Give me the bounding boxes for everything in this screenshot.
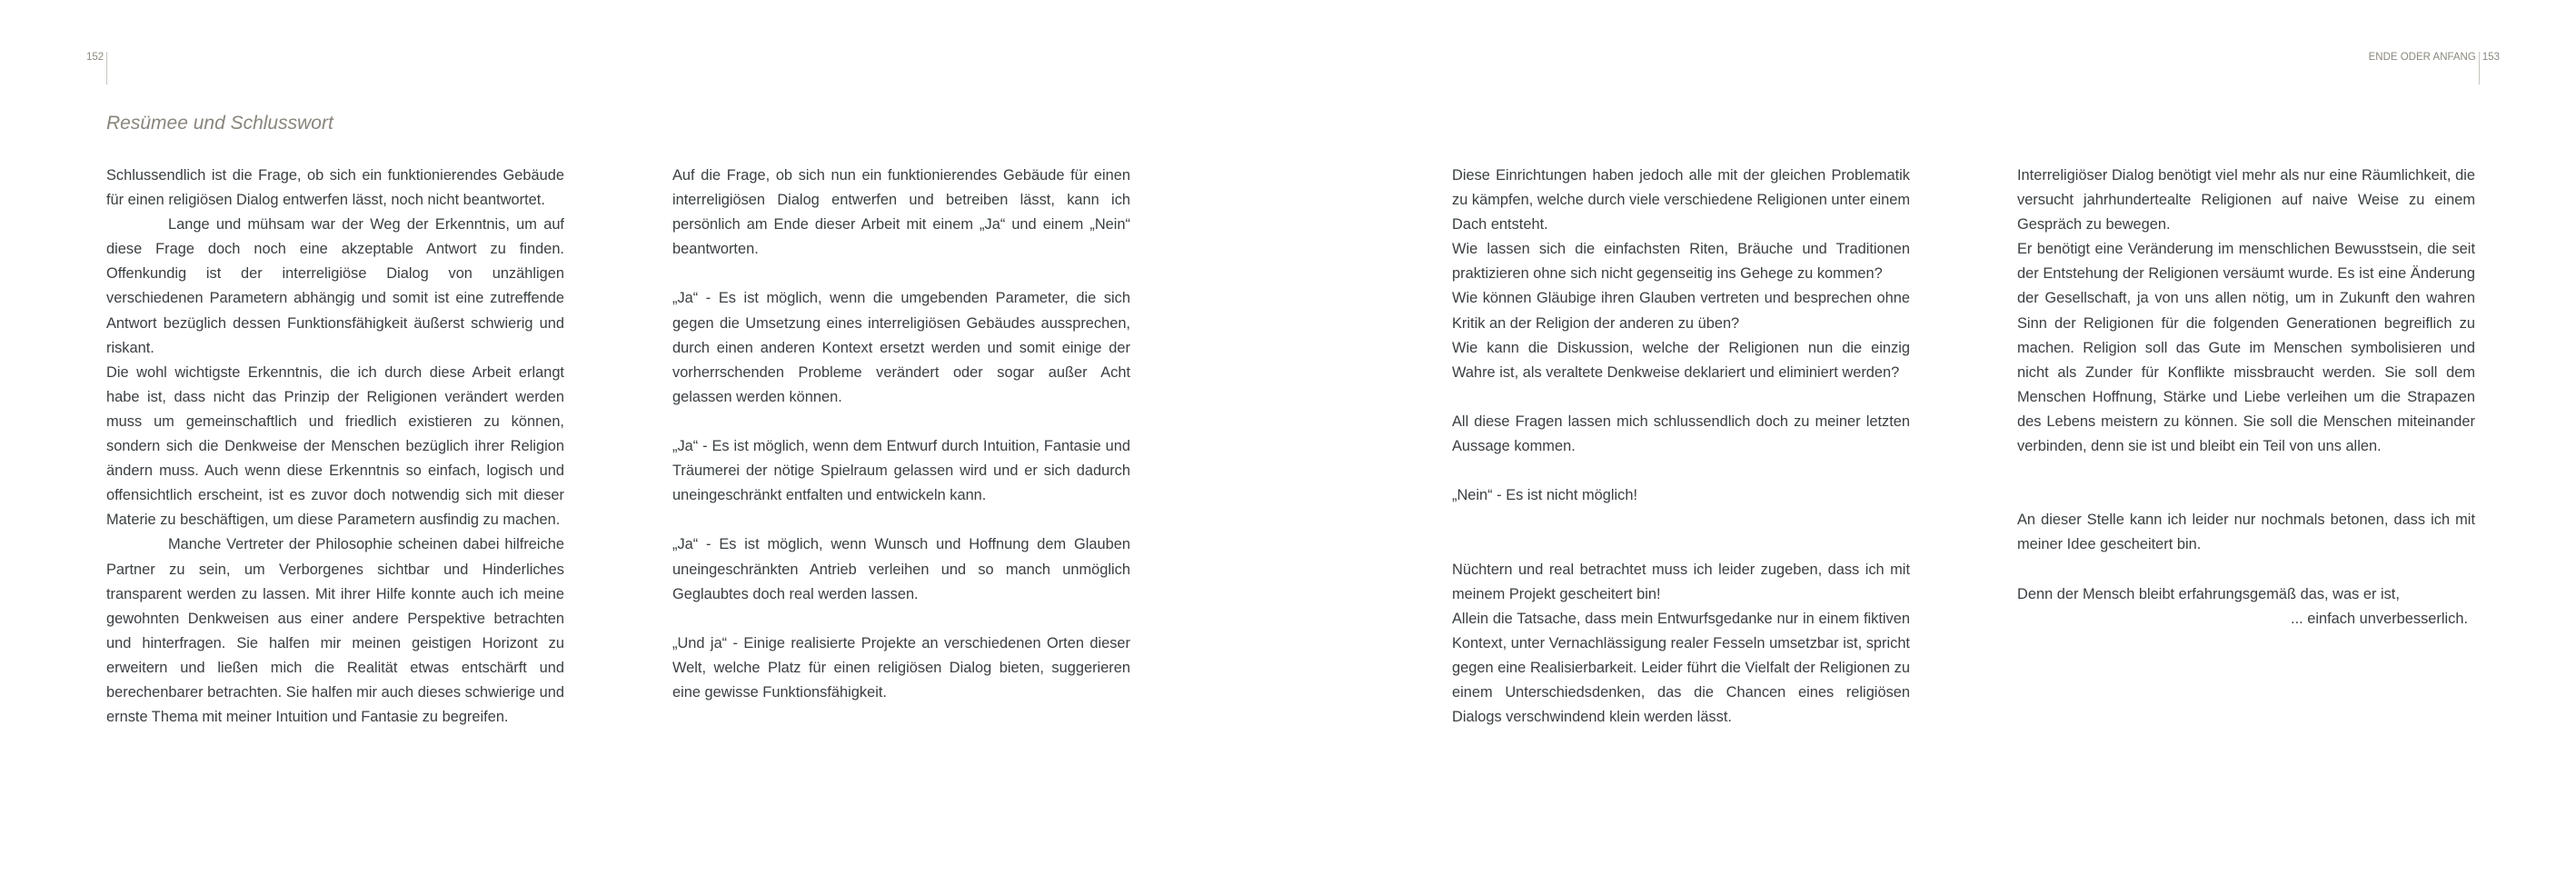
paragraph: All diese Fragen lassen mich schlussendlich doch zu meiner letzten Aussage kommen. — [1452, 413, 1910, 455]
closing-line: ... einfach unverbesserlich. — [2291, 610, 2468, 627]
folio-rule-left — [106, 52, 107, 85]
paragraph-gap — [2017, 459, 2475, 483]
paragraph: Lange und mühsam war der Weg der Erkenntnis, um auf diese Frage doch noch eine akzeptable Antwort zu finden. Offenkundig ist der interreligiöse Dialog von unzähligen verschiedenen Parametern abhängig und somit ist eine zutreffende Antwort bezüglich dessen Funktionsfähigkeit äußerst schwierig und riskant. — [106, 216, 564, 356]
paragraph: Er benötigt eine Veränderung im menschlichen Bewusstsein, die seit der Entstehung der Religionen versäumt wurde. Es ist eine Änderung der Gesellschaft, ja von uns allen nötig, um in Zukunft den wahren Sinn der Religionen für die folgenden Generationen begreiflich zu machen. Religion soll das Gute im Menschen symbolisieren und nicht als Zunder für Konflikte missbraucht werden. Sie soll dem Menschen Hoffnung, Stärke und Liebe verleihen um die Strapazen des Lebens meistern zu können. Sie soll die Menschen miteinander verbinden, denn sie ist und bleibt ein Teil von uns allen. — [2017, 241, 2475, 455]
paragraph-gap — [2017, 558, 2475, 582]
paragraph: „Ja“ - Es ist möglich, wenn die umgebenden Parameter, die sich gegen die Umsetzung eines interreligiösen Gebäudes aussprechen, durch einen anderen Kontext ersetzt werden und somit einige der vorherrschenden Probleme verändert oder sogar außer Acht gelassen werden können. — [672, 290, 1130, 405]
paragraph: „Und ja“ - Einige realisierte Projekte an verschiedenen Orten dieser Welt, welche Platz für einen religiösen Dialog bieten, suggerieren eine gewisse Funktionsfähigkeit. — [672, 634, 1130, 701]
paragraph: Wie können Gläubige ihren Glauben vertreten und besprechen ohne Kritik an der Religion der anderen zu üben? — [1452, 290, 1910, 332]
paragraph: Nüchtern und real betrachtet muss ich leider zugeben, dass ich mit meinem Projekt gescheitert bin! — [1452, 561, 1910, 602]
running-header — [2369, 52, 2500, 85]
paragraph: Die wohl wichtigste Erkenntnis, die ich durch diese Arbeit erlangt habe ist, dass nicht das Prinzip der Religionen verändert werden muss um gemeinschaftlich und friedlich existieren zu können, sondern sich die Denkweise der Menschen bezüglich ihrer Religion ändern muss. Auch wenn diese Erkenntnis so einfach, logisch und offensichtlich erscheint, ist es zuvor doch notwendig sich mit dieser Materie zu beschäftigen, um diese Parametern ausfindig zu machen. — [106, 363, 564, 529]
running-head-title: ENDE ODER ANFANG — [2368, 52, 2476, 63]
paragraph-gap — [672, 262, 1130, 286]
paragraph: Wie lassen sich die einfachsten Riten, Bräuche und Traditionen praktizieren ohne sich nicht gegenseitig ins Gehege zu kommen? — [1452, 241, 1910, 283]
paragraph-gap — [1452, 532, 1910, 557]
paragraph: An dieser Stelle kann ich leider nur nochmals betonen, dass ich mit meiner Idee gescheitert bin. — [2017, 512, 2475, 553]
column-1 — [106, 164, 564, 730]
paragraph: Auf die Frage, ob sich nun ein funktionierendes Gebäude für einen interreligiösen Dialog entwerfen und betreiben lässt, kann ich persönlich am Ende dieser Arbeit mit einem „Ja“ und einem „Nein“ beantworten. — [672, 167, 1130, 258]
paragraph: Denn der Mensch bleibt erfahrungsgemäß das, was er ist, — [2017, 585, 2400, 602]
page-number-right: 153 — [2482, 52, 2500, 63]
column-3 — [1452, 164, 1910, 730]
paragraph-gap — [672, 410, 1130, 434]
paragraph: Manche Vertreter der Philosophie scheinen dabei hilfreiche Partner zu sein, um Verborgenes sichtbar und Hinderliches transparent werden zu lassen. Mit ihrer Hilfe konnte auch ich meine gewohnten Denkweisen aus einer andere Perspektive betrachten und hinterfragen. Sie halfen mir meinen geistigen Horizont zu erweitern und ließen mich die Realität etwas entschärft und berechenbarer betrachten. Sie halfen mir auch dieses schwierige und ernste Thema mit meiner Intuition und Fantasie zu begreifen. — [106, 536, 564, 726]
column-4 — [2017, 164, 2475, 631]
paragraph-gap — [1452, 508, 1910, 532]
page-number-left: 152 — [86, 52, 104, 63]
paragraph-gap — [672, 508, 1130, 532]
paragraph: Wie kann die Diskussion, welche der Religionen nun die einzig Wahre ist, als veraltete Denkweise deklariert und eliminiert werden? — [1452, 339, 1910, 381]
paragraph-gap — [2017, 483, 2475, 508]
paragraph: „Nein“ - Es ist nicht möglich! — [1452, 487, 1638, 504]
paragraph: Interreligiöser Dialog benötigt viel mehr als nur eine Räumlichkeit, die versucht jahrhundertealte Religionen auf naive Weise zu einem Gespräch zu bewegen. — [2017, 167, 2475, 234]
section-title: Resümee und Schlusswort — [106, 113, 333, 134]
paragraph: „Ja“ - Es ist möglich, wenn dem Entwurf durch Intuition, Fantasie und Träumerei der nötige Spielraum gelassen wird und er sich dadurch uneingeschränkt entfalten und entwickeln kann. — [672, 438, 1130, 504]
paragraph: „Ja“ - Es ist möglich, wenn Wunsch und Hoffnung dem Glauben uneingeschränkten Antrieb verleihen und so manch unmöglich Geglaubtes doch real werden lassen. — [672, 536, 1130, 602]
paragraph: Diese Einrichtungen haben jedoch alle mit der gleichen Problematik zu kämpfen, welche durch viele verschiedene Religionen unter einem Dach entsteht. — [1452, 167, 1910, 234]
paragraph: Schlussendlich ist die Frage, ob sich ein funktionierendes Gebäude für einen religiösen Dialog entwerfen lässt, noch nicht beantwortet. — [106, 167, 564, 209]
column-2 — [672, 164, 1130, 705]
paragraph-gap — [1452, 459, 1910, 483]
folio-rule-right — [2479, 52, 2480, 85]
paragraph: Allein die Tatsache, dass mein Entwurfsgedanke nur in einem fiktiven Kontext, unter Vernachlässigung realer Fesseln umsetzbar ist, spricht gegen eine Realisierbarkeit. Leider führt die Vielfalt der Religionen zu einem Unterschiedsdenken, das die Chancen eines religiösen Dialogs verschwindend klein werden lässt. — [1452, 610, 1910, 726]
paragraph-gap — [672, 607, 1130, 631]
paragraph-gap — [1452, 385, 1910, 410]
